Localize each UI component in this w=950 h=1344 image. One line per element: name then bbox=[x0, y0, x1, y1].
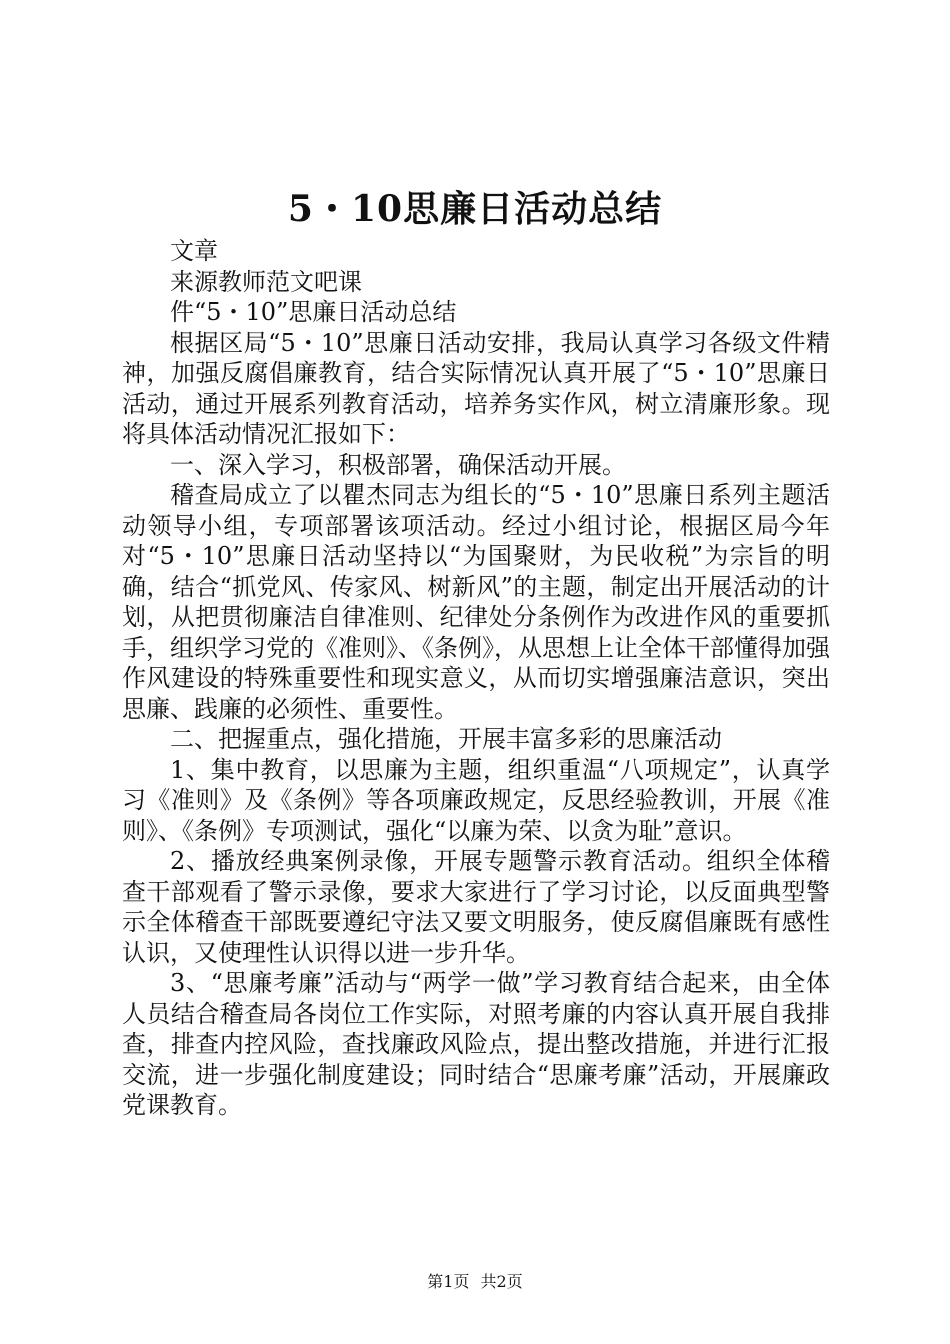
section-heading: 二、把握重点，强化措施，开展丰富多彩的思廉活动 bbox=[170, 725, 722, 753]
document-body bbox=[122, 236, 830, 1121]
paragraph: 1、集中教育，以思廉为主题，组织重温“八项规定”，认真学习《准则》及《条例》等各项廉政规定，反思经验教训，开展《准则》、《条例》专项测试，强化“以廉为荣、以贪为耻”意识。 bbox=[122, 755, 830, 845]
paragraph: 件“5・10”思廉日活动总结 bbox=[170, 298, 457, 326]
document-title: 5・10思廉日活动总结 bbox=[287, 188, 663, 230]
page-footer bbox=[0, 1272, 950, 1292]
paragraph: 2、播放经典案例录像，开展专题警示教育活动。组织全体稽查干部观看了警示录像，要求大家进行了学习讨论，以反面典型警示全体稽查干部既要遵纪守法又要文明服务，使反腐倡廉既有感性认识，又使理性认识得以进一步升华。 bbox=[122, 847, 830, 967]
page-total: 共2页 bbox=[480, 1272, 523, 1291]
paragraph: 根据区局“5・10”思廉日活动安排，我局认真学习各级文件精神，加强反腐倡廉教育，结合实际情况认真开展了“5・10”思廉日活动，通过开展系列教育活动，培养务实作风，树立清廉形象。现将具体活动情况汇报如下： bbox=[122, 328, 830, 448]
section-heading: 一、深入学习，积极部署，确保活动开展。 bbox=[170, 450, 626, 479]
paragraph: 文章 bbox=[170, 237, 218, 265]
paragraph: 稽查局成立了以瞿杰同志为组长的“5・10”思廉日系列主题活动领导小组，专项部署该项活动。经过小组讨论，根据区局今年对“5・10”思廉日活动坚持以“为国聚财，为民收税”为宗旨的明确，结合“抓党风、传家风、树新风”的主题，制定出开展活动的计划，从把贯彻廉洁自律准则、纪律处分条例作为改进作风的重要抓手，组织学习党的《准则》、《条例》，从思想上让全体干部懂得加强作风建设的特殊重要性和现实意义，从而切实增强廉洁意识，突出思廉、践廉的必须性、重要性。 bbox=[122, 481, 830, 723]
paragraph: 来源教师范文吧课 bbox=[170, 267, 362, 296]
page-number: 第1页 bbox=[427, 1272, 470, 1291]
paragraph: 3、“思廉考廉”活动与“两学一做”学习教育结合起来，由全体人员结合稽查局各岗位工作实际，对照考廉的内容认真开展自我排查，排查内控风险，查找廉政风险点，提出整改措施，并进行汇报交流，进一步强化制度建设；同时结合“思廉考廉”活动，开展廉政党课教育。 bbox=[122, 969, 830, 1119]
